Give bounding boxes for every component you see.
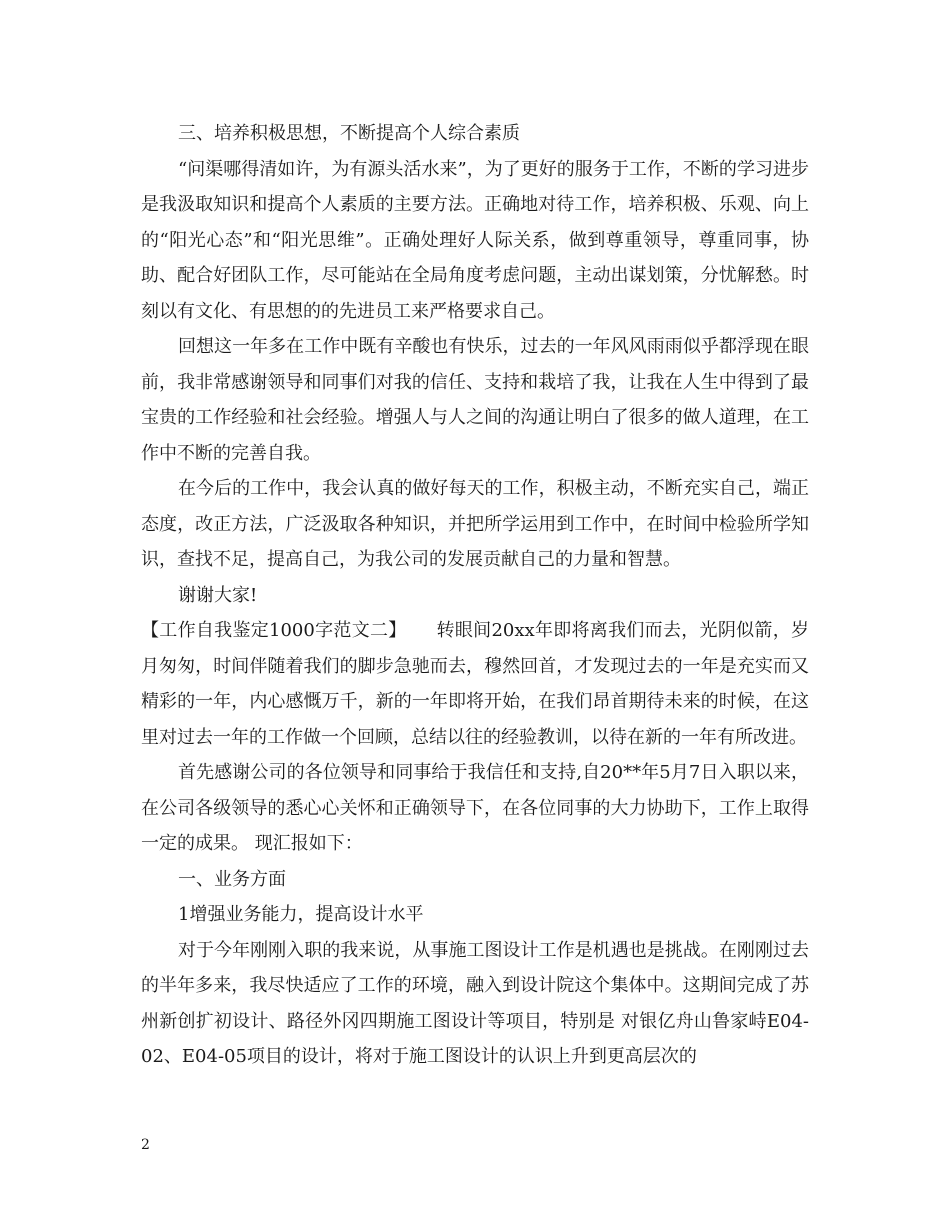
paragraph-reflection: 回想这一年多在工作中既有辛酸也有快乐，过去的一年风风雨雨似乎都浮现在眼前，我非常感谢领导和同事们对我的信任、支持和栽培了我，让我在人生中得到了最宝贵的工作经验和社会经验。增强人与人之间的沟通让明白了很多的做人道理，在工作中不断的完善自我。 <box>141 336 809 464</box>
document-body <box>141 116 809 1075</box>
paragraph-gratitude: 首先感谢公司的各位领导和同事给于我信任和支持,自20**年5月7日入职以来，在公司各级领导的悉心心关怀和正确领导下，在各位同事的大力协助下，工作上取得一定的成果。 现汇报如下： <box>141 762 809 854</box>
paragraph-thanks: 谢谢大家! <box>178 584 258 606</box>
paragraph-learning: “问渠哪得清如许，为有源头活水来”，为了更好的服务于工作，不断的学习进步是我汲取知识和提高个人素质的主要方法。正确地对待工作，培养积极、乐观、向上的“阳光心态”和“阳光思维”。正确处理好人际关系，做到尊重领导，尊重同事，协助、配合好团队工作，尽可能站在全局角度考虑问题，主动出谋划策，分忧解愁。时刻以有文化、有思想的的先进员工来严格要求自己。 <box>141 158 809 322</box>
paragraph-design-work: 对于今年刚刚入职的我来说，从事施工图设计工作是机遇也是挑战。在刚刚过去的半年多来，我尽快适应了工作的环境，融入到设计院这个集体中。这期间完成了苏州新创扩初设计、路径外冈四期施工图设计等项目，特别是 对银亿舟山鲁家峙E04-02、E04-05项目的设计，将对于施工图设计的认识上升到更高层次的 <box>141 939 809 1067</box>
sample-two-title: 【工作自我鉴定1000字范文二】 <box>141 620 407 641</box>
section-heading-3: 三、培养积极思想，不断提高个人综合素质 <box>178 123 520 144</box>
subheading-design-ability: 1增强业务能力，提高设计水平 <box>178 904 424 925</box>
paragraph-sample-two <box>141 613 809 755</box>
sample-two-intro: 转眼间20xx年即将离我们而去，光阴似箭，岁月匆匆，时间伴随着我们的脚步急驰而去，穆然回首，才发现过去的一年是充实而又精彩的一年，内心感慨万千，新的一年即将开始，在我们昂首期待未来的时候，在这里对过去一年的工作做一个回顾，总结以往的经验教训，以待在新的一年有所改进。 <box>141 620 809 748</box>
paragraph-future-work: 在今后的工作中，我会认真的做好每天的工作，积极主动，不断充实自己，端正态度，改正方法，广泛汲取各种知识，并把所学运用到工作中，在时间中检验所学知识，查找不足，提高自己，为我公司的发展贡献自己的力量和智慧。 <box>141 478 809 570</box>
section-heading-business: 一、业务方面 <box>178 868 286 890</box>
page-number: 2 <box>141 1137 150 1153</box>
